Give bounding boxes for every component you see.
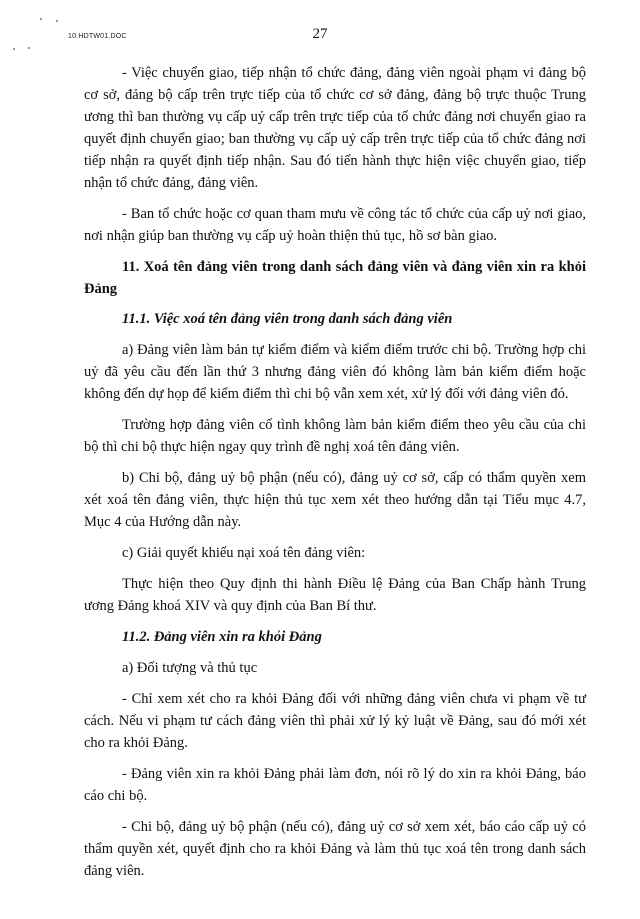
scan-speck [40, 18, 42, 20]
document-code: 10.HDTW01.DOC [68, 33, 127, 40]
paragraph-regulation-reference: Thực hiện theo Quy định thi hành Điều lệ Đảng của Ban Chấp hành Trung ương Đảng khoá XIV và quy định của Ban Bí thư. [84, 576, 586, 614]
document-body [84, 62, 586, 891]
paragraph-no-violation: - Chỉ xem xét cho ra khỏi Đảng đối với những đảng viên chưa vi phạm về tư cách. Nếu vi phạm tư cách đảng viên thì phải xử lý kỷ luật về Đảng, sau đó mới xét cho ra khỏi Đảng. [84, 691, 586, 751]
paragraph-application: - Đảng viên xin ra khỏi Đảng phải làm đơn, nói rõ lý do xin ra khỏi Đảng, báo cáo chi bộ. [84, 766, 586, 804]
subsection-heading-11-1: 11.1. Việc xoá tên đảng viên trong danh sách đảng viên [122, 311, 453, 327]
section-heading-11: 11. Xoá tên đảng viên trong danh sách đảng viên và đảng viên xin ra khỏi Đảng [84, 259, 586, 297]
scan-speck [28, 47, 30, 49]
paragraph-self-criticism: a) Đảng viên làm bản tự kiểm điểm và kiểm điểm trước chi bộ. Trường hợp chi uỷ đã yêu cầu đến lần thứ 3 nhưng đảng viên đó không làm bản kiểm điểm hoặc không đến dự họp để kiểm điểm thì chi bộ vẫn xem xét, xử lý đối với đảng viên đó. [84, 342, 586, 402]
paragraph-organization-board: - Ban tổ chức hoặc cơ quan tham mưu về công tác tổ chức của cấp uỷ nơi giao, nơi nhận giúp ban thường vụ cấp uỷ hoàn thiện thủ tục, hồ sơ bàn giao. [84, 206, 586, 244]
paragraph-review-authority: b) Chi bộ, đảng uỷ bộ phận (nếu có), đảng uỷ cơ sở, cấp có thẩm quyền xem xét xoá tên đảng viên, thực hiện thủ tục xem xét theo hướng dẫn tại Tiểu mục 4.7, Mục 4 của Hướng dẫn này. [84, 470, 586, 530]
paragraph-subject-procedure: a) Đối tượng và thủ tục [122, 660, 258, 676]
scan-speck [56, 20, 58, 22]
page-number: 27 [312, 26, 328, 42]
paragraph-review-decision: - Chi bộ, đảng uỷ bộ phận (nếu có), đảng uỷ cơ sở xem xét, báo cáo cấp uỷ có thẩm quyền xét, quyết định cho ra khỏi Đảng và làm thủ tục xoá tên trong danh sách đảng viên. [84, 819, 586, 879]
paragraph-refusal-case: Trường hợp đảng viên cố tình không làm bản kiểm điểm theo yêu cầu của chi bộ thì chi bộ thực hiện ngay quy trình đề nghị xoá tên đảng viên. [84, 417, 586, 455]
scan-speck [13, 48, 15, 50]
paragraph-transfer-outside: - Việc chuyển giao, tiếp nhận tổ chức đảng, đảng viên ngoài phạm vi đảng bộ cơ sở, đảng bộ cấp trên trực tiếp của tổ chức cơ sở đảng, đảng bộ trực thuộc Trung ương thì ban thường vụ cấp uỷ cấp trên trực tiếp của tổ chức đảng nơi chuyển giao ra quyết định chuyển giao; ban thường vụ cấp uỷ cấp trên trực tiếp của tổ chức đảng nơi tiếp nhận ra quyết định tiếp nhận. Sau đó tiến hành thực hiện việc chuyển giao, tiếp nhận tổ chức đảng, đảng viên. [84, 65, 586, 191]
subsection-heading-11-2: 11.2. Đảng viên xin ra khỏi Đảng [122, 629, 322, 645]
paragraph-complaint-resolution: c) Giải quyết khiếu nại xoá tên đảng viên: [122, 545, 366, 561]
